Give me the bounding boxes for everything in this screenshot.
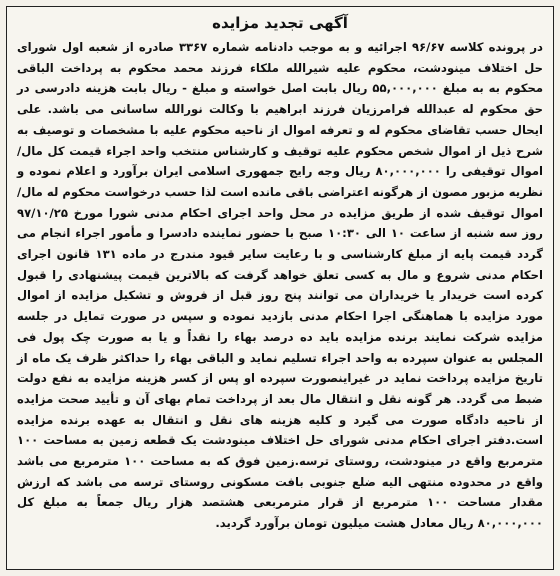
notice-body: در پرونده کلاسه ۹۶/۶۷ اجرائیه و به موجب دادنامه شماره ۳۳۶۷ صادره از شعبه اول شورای حل اختلاف مینودشت، محکوم علیه شیرالله ملکاء فرزند محمد محکوم به پرداخت الباقی محکوم به به مبلغ ۵۵,۰۰۰,۰۰۰ ریال بابت اصل خواسته و مبلغ - ریال بابت هزینه دادرسی در حق محکوم له عبدالله فرامرزیان فرزند ابراهیم با وکالت نورالله ساسانی می باشد. علی ایحال حسب تقاضای محکوم له و تعرفه اموال از ناحیه محکوم علیه با مشخصات و توصیف به شرح ذیل از اموال شخص محکوم علیه توقیف و کارشناس منتخب واحد اجراء قیمت کل مال/اموال توقیفی را ۸۰,۰۰۰,۰۰۰ ریال وجه رایج جمهوری اسلامی ایران برآورد و اعلام نموده و نظریه مزبور مصون از هرگونه اعتراضی باقی مانده است لذا حسب درخواست محکوم له مال/اموال توقیف شده از طریق مزایده در محل واحد اجرای احکام مدنی شورا مورخ ۹۷/۱۰/۲۵ روز سه شنبه از ساعت ۱۰ الی ۱۰:۳۰ صبح با حضور نماینده دادسرا و مأمور اجراء انجام می گردد قیمت پایه از مبلغ کارشناسی و با رعایت سایر قیود مندرج در ماده ۱۳۱ قانون اجرای احکام مدنی شروع و مال به کسی تعلق خواهد گرفت که بالاترین قیمت پیشنهادی را قبول کرده است خریدار یا خریداران می توانند پنج روز قبل از فروش و تشکیل مزایده از اموال مورد مزایده با هماهنگی اجرا احکام مدنی بازدید نموده و سپس در صورت تمایل در جلسه مزایده شرکت نمایند برنده مزایده باید ده درصد بهاء را نقداً و یا به صورت چک پول فی المجلس به عنوان سپرده به واحد اجراء تسلیم نماید و الباقی بهاء را حداکثر ظرف یک ماه از تاریخ مزایده پرداخت نماید در غیراینصورت سپرده او پس از کسر هزینه مزایده به نفع دولت ضبط می گردد. هر گونه نقل و انتقال مال بعد از پرداخت تمام بهای آن و تأیید صحت مزایده از ناحیه دادگاه صورت می گیرد و کلیه هزینه های نقل و انتقال به عهده برنده مزایده است.دفتر اجرای احکام مدنی شورای حل اختلاف مینودشت یک قطعه زمین به مساحت ۱۰۰ مترمربع واقع در مینودشت، روستای ترسه.زمین فوق که به مساحت ۱۰۰ مترمربع می باشد واقع در محدوده منتهی الیه ضلع جنوبی بافت مسکونی روستای ترسه می باشد که ارزش مقدار مساحت ۱۰۰ مترمربع از قرار مترمربعی هشتصد هزار ریال جمعاً به مبلغ کل ۸۰,۰۰۰,۰۰۰ ریال معادل هشت میلیون تومان برآورد گردید. [17,40,544,531]
auction-notice [6,6,554,570]
notice-title: آگهی تجدید مزایده [212,14,348,32]
